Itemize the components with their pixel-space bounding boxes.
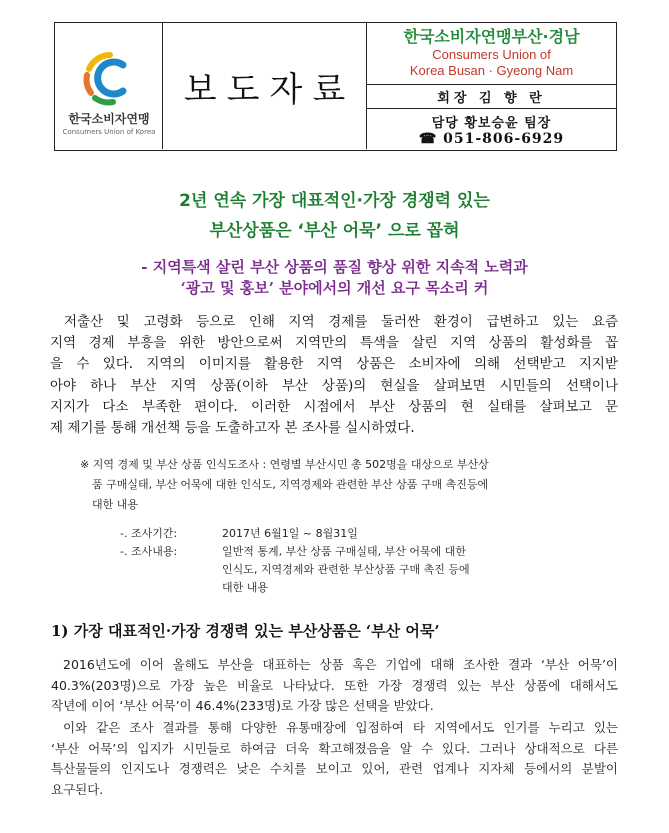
section-1-line: 요구된다. (51, 781, 104, 797)
logo-cell (55, 23, 163, 149)
org-name-ko: 한국소비자연맹부산·경남 (403, 27, 580, 46)
press-title-cell (163, 23, 367, 149)
contact-phone: ☎ 051-806-6929 (418, 131, 565, 147)
section-1-paragraph-2 (51, 718, 618, 800)
section-1-line: 특산물들의 인지도나 경쟁력은 낮은 수치를 보이고 있어, 관련 업계나 지자체 등에서의 분발이 (51, 761, 618, 776)
header-table (54, 22, 617, 151)
note-line: ※ 지역 경제 및 부산 상품 인식도조사 : 연령별 부산시민 총 502명을 대상으로 부산상 (80, 458, 489, 471)
contact-cell (367, 109, 616, 149)
section-1-line: ‘부산 어묵’의 입지가 시민들로 하여금 더욱 확고해졌음을 알 수 있다. 그러나 상대적으로 다른 (51, 740, 618, 756)
contact-person: 담당 황보승윤 팀장 (431, 116, 552, 131)
section-1-line: 작년에 이어 ‘부산 어묵’이 46.4%(233명)로 가장 많은 선택을 받았다. (51, 698, 434, 713)
headline-line-1: 2년 연속 가장 대표적인·가장 경쟁력 있는 (179, 191, 490, 211)
press-title: 보도자료 (183, 69, 356, 110)
survey-content-line: 대한 내용 (222, 581, 269, 594)
org-cell (367, 23, 616, 85)
survey-content-line: 일반적 통계, 부산 상품 구매실태, 부산 어묵에 대한 (222, 545, 466, 558)
org-name-en-1: Consumers Union of (432, 47, 551, 62)
section-1-paragraph-1 (51, 655, 618, 717)
intro-line: 아야 하나 부산 지역 상품(이하 부산 상품)의 현실을 살펴보면 시민들의 선택이나 (50, 377, 618, 394)
section-1-line: 2016년도에 이어 올해도 부산을 대표하는 상품 혹은 기업에 대해 조사한 결과 ‘부산 어묵’이 (63, 657, 618, 672)
president-cell (367, 85, 616, 109)
section-1-title: 1) 가장 대표적인·가장 경쟁력 있는 부산상품은 ‘부산 어묵’ (51, 622, 440, 640)
intro-line: 지역 경제 부흥을 위한 방안으로써 지역만의 특색을 살린 지역 상품의 활성화를 꼽 (50, 335, 618, 352)
subhead-line-2: ‘광고 및 홍보’ 분야에서의 개선 요구 목소리 커 (180, 279, 489, 297)
intro-paragraph (50, 312, 618, 439)
survey-period-label: -. 조사기간: (120, 527, 178, 540)
survey-period-value: 2017년 6월1일 ~ 8월31일 (222, 527, 358, 540)
consumers-union-logo-icon (79, 47, 141, 109)
headline-line-2: 부산상품은 ‘부산 어묵’ 으로 꼽혀 (209, 221, 460, 241)
president-name: 회장 김 향 란 (437, 91, 546, 106)
note-line: 품 구매실태, 부산 어묵에 대한 인식도, 지역경제와 관련한 부산 상품 구매 촉진등에 (92, 478, 489, 491)
survey-content-label: -. 조사내용: (120, 545, 178, 558)
section-1-line: 이와 같은 조사 결과를 통해 다양한 유통매장에 입점하여 타 지역에서도 인기를 누리고 있는 (63, 720, 618, 735)
logo-subtitle: Consumers Union of Korea (62, 128, 156, 136)
intro-line: 지지가 다소 부족한 편이다. 이러한 시점에서 부산 상품의 현 실태를 살펴보고 문 (50, 398, 618, 415)
intro-line: 저출산 및 고령화 등으로 인해 지역 경제를 둘러싼 환경이 급변하고 있는 요즘 (64, 314, 618, 330)
org-name-en-2: Korea Busan · Gyeong Nam (409, 63, 574, 78)
section-1-line: 40.3%(203명)으로 가장 높은 비율로 나타났다. 또한 가장 경쟁력 있는 부산 상품에 대해서도 (51, 677, 618, 693)
intro-line: 제 제기를 통해 개선책 등을 도출하고자 본 조사를 실시하였다. (50, 420, 415, 437)
note-line: 대한 내용 (92, 498, 139, 511)
survey-note (80, 455, 618, 515)
subhead-line-1: - 지역특색 살린 부산 상품의 품질 향상 위한 지속적 노력과 (141, 258, 528, 276)
logo-name: 한국소비자연맹 (68, 112, 150, 126)
intro-line: 을 수 있다. 지역의 이미지를 활용한 지역 상품은 소비자에 의해 선택받고 지지받 (50, 356, 618, 373)
survey-content-line: 인식도, 지역경제와 관련한 부산상품 구매 촉진 등에 (222, 563, 470, 576)
